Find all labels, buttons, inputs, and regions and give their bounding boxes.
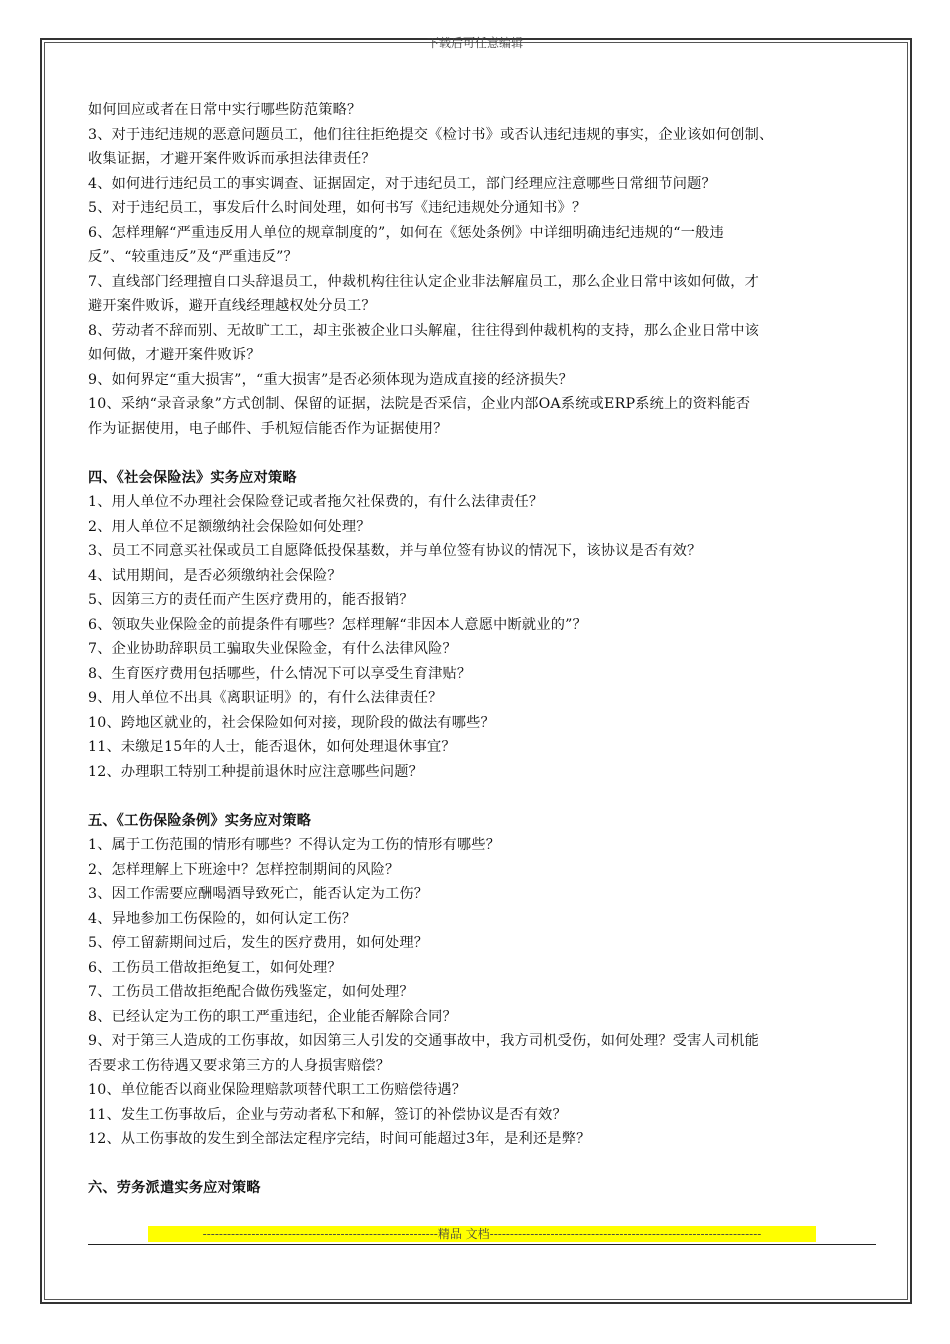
section-title: 六、劳务派遣实务应对策略 [88, 1180, 261, 1196]
intro-line: 反”、“较重违反”及“严重违反”？ [88, 249, 298, 265]
list-item: 8、已经认定为工伤的职工严重违纪，企业能否解除合同？ [88, 1008, 457, 1025]
intro-line: 5、对于违纪员工，事发后什么时间处理，如何书写《违纪违规处分通知书》？ [88, 200, 587, 216]
list-item: 4、异地参加工伤保险的，如何认定工伤？ [88, 910, 357, 927]
list-item: 12、办理职工特别工种提前退休时应注意哪些问题？ [88, 763, 423, 780]
section-title: 四、《社会保险法》实务应对策略 [88, 469, 297, 486]
list-item: 2、用人单位不足额缴纳社会保险如何处理？ [88, 518, 371, 535]
intro-line: 收集证据，才避开案件败诉而承担法律责任？ [88, 151, 376, 167]
section-spacer [88, 441, 888, 466]
intro-line: 8、劳动者不辞而别、无故旷工工，却主张被企业口头解雇，往往得到仲裁机构的支持，那么企业日常中该 [88, 322, 760, 339]
list-item: 4、试用期间，是否必须缴纳社会保险？ [88, 567, 342, 584]
intro-line: 3、对于违纪违规的恶意问题员工，他们往往拒绝提交《检讨书》或否认违纪违规的事实，企业该如何创制、 [88, 126, 774, 143]
list-item: 12、从工伤事故的发生到全部法定程序完结，时间可能超过3年，是利还是弊？ [88, 1131, 591, 1147]
list-item: 否要求工伤待遇又要求第三方的人身损害赔偿？ [88, 1057, 391, 1074]
section-social-insurance [88, 466, 888, 785]
list-item: 1、用人单位不办理社会保险登记或者拖欠社保费的，有什么法律责任？ [88, 494, 544, 510]
intro-line: 避开案件败诉，避开直线经理越权处分员工？ [88, 298, 376, 314]
list-item: 3、员工不同意买社保或员工自愿降低投保基数，并与单位签有协议的情况下，该协议是否有效？ [88, 543, 702, 559]
intro-block [88, 98, 888, 441]
list-item: 10、跨地区就业的，社会保险如何对接，现阶段的做法有哪些？ [88, 714, 495, 731]
list-item: 6、工伤员工借故拒绝复工，如何处理？ [88, 959, 342, 976]
list-item: 6、领取失业保险金的前提条件有哪些？怎样理解“非因本人意愿中断就业的”？ [88, 616, 587, 633]
list-item: 11、未缴足15年的人士，能否退休，如何处理退休事宜？ [88, 739, 456, 755]
section-spacer [88, 784, 888, 809]
header-note: 下载后可任意编辑 [426, 36, 523, 50]
list-item: 9、对于第三人造成的工伤事故，如因第三人引发的交通事故中，我方司机受伤，如何处理？受害人司机能 [88, 1033, 760, 1049]
list-item: 3、因工作需要应酬喝酒导致死亡，能否认定为工伤？ [88, 886, 429, 902]
section-labor-dispatch [88, 1176, 888, 1201]
list-item: 7、企业协助辞职员工骗取失业保险金，有什么法律风险？ [88, 641, 457, 657]
section-spacer [88, 1152, 888, 1177]
list-item: 11、发生工伤事故后，企业与劳动者私下和解，签订的补偿协议是否有效？ [88, 1106, 567, 1123]
list-item: 5、因第三方的责任而产生医疗费用的，能否报销？ [88, 592, 414, 608]
list-item: 1、属于工伤范围的情形有哪些？不得认定为工伤的情形有哪些？ [88, 837, 501, 853]
list-item: 10、单位能否以商业保险理赔款项替代职工工伤赔偿待遇？ [88, 1082, 467, 1098]
intro-line: 4、如何进行违纪员工的事实调查、证据固定，对于违纪员工，部门经理应注意哪些日常细节问题？ [88, 175, 716, 192]
footer-divider [88, 1244, 876, 1245]
section-work-injury [88, 809, 888, 1152]
list-item: 2、怎样理解上下班途中？怎样控制期间的风险？ [88, 861, 400, 878]
list-item: 7、工伤员工借故拒绝配合做伤残鉴定，如何处理？ [88, 984, 414, 1000]
intro-line: 作为证据使用，电子邮件、手机短信能否作为证据使用？ [88, 420, 448, 437]
footer-watermark-bar: ----------------------------------------------------------精品 文档------------------------------------------------------------------- [148, 1226, 816, 1242]
intro-line: 10、采纳“录音录象”方式创制、保留的证据，法院是否采信，企业内部OA系统或ERP系统上的资料能否 [88, 396, 751, 412]
intro-line: 如何回应或者在日常中实行哪些防范策略？ [88, 102, 362, 118]
intro-line: 6、怎样理解“严重违反用人单位的规章制度的”，如何在《惩处条例》中详细明确违纪违规的“一般违 [88, 224, 724, 241]
list-item: 5、停工留薪期间过后，发生的医疗费用，如何处理？ [88, 935, 429, 951]
section-title: 五、《工伤保险条例》实务应对策略 [88, 812, 312, 829]
list-item: 9、用人单位不出具《离职证明》的，有什么法律责任？ [88, 690, 443, 706]
list-item: 8、生育医疗费用包括哪些，什么情况下可以享受生育津贴？ [88, 665, 472, 682]
document-body [88, 98, 888, 1201]
intro-line: 如何做，才避开案件败诉？ [88, 347, 261, 363]
intro-line: 7、直线部门经理擅自口头辞退员工，仲裁机构往往认定企业非法解雇员工，那么企业日常中该如何做，才 [88, 273, 760, 290]
intro-line: 9、如何界定“重大损害”，“重大损害”是否必须体现为造成直接的经济损失？ [88, 371, 574, 388]
